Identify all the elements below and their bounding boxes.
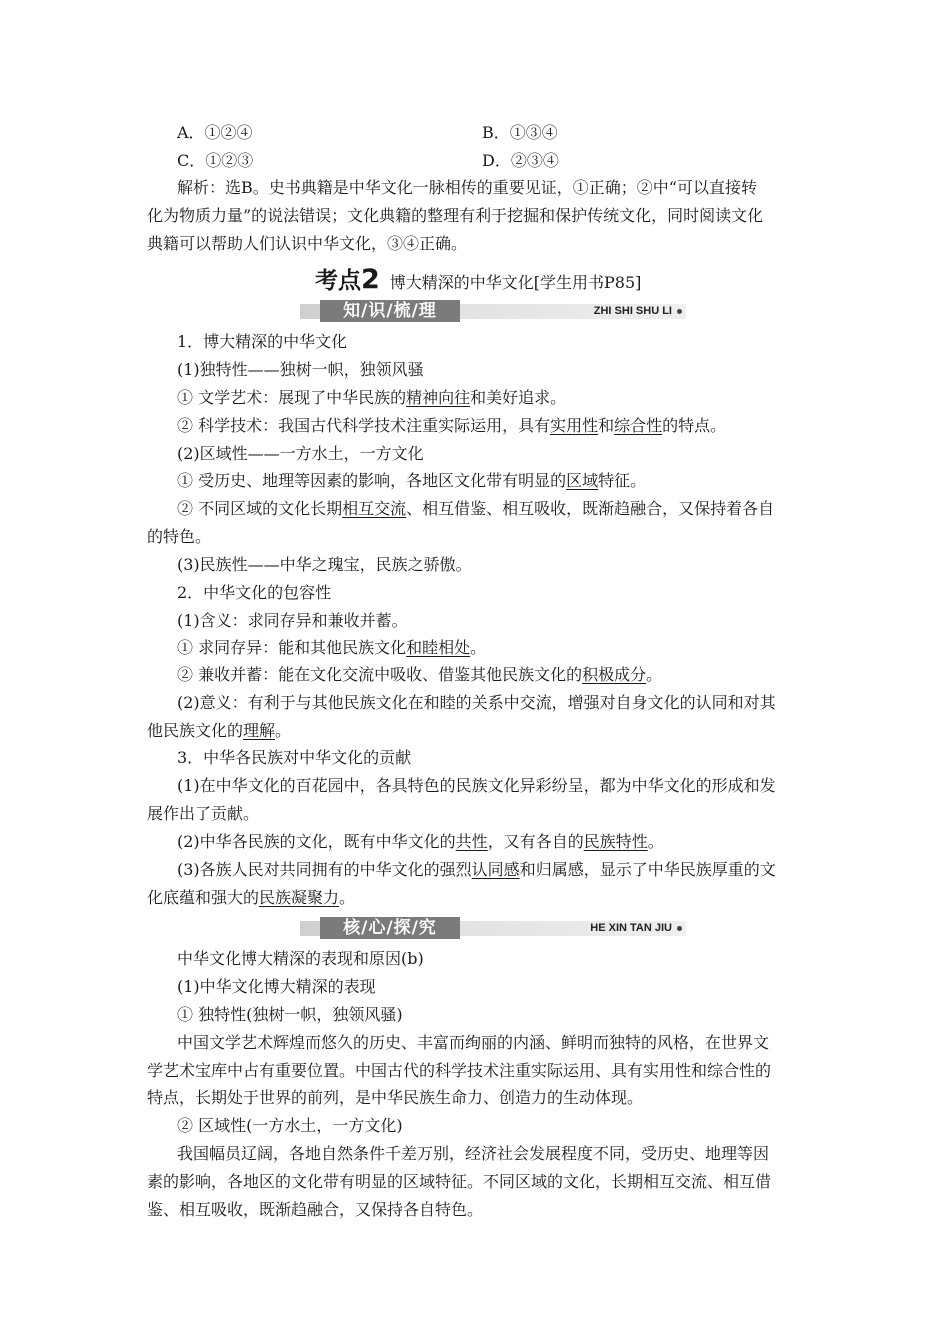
analysis-line: 典籍可以帮助人们认识中华文化，③④正确。 [147, 234, 468, 253]
option-b: B．①③④ [482, 123, 558, 142]
knowledge-heading: 1．博大精深的中华文化 [177, 332, 348, 351]
banner-label: 知/识/梳/理 [320, 300, 460, 322]
explore-line: 我国幅员辽阔，各地自然条件千差万别，经济社会发展程度不同，受历史、地理等因 [177, 1144, 770, 1163]
knowledge-heading: 2．中华文化的包容性 [177, 583, 332, 602]
section-banner-knowledge [300, 300, 686, 322]
key-term: 认同感 [471, 860, 520, 879]
kaodian-number: 2 [361, 264, 380, 295]
knowledge-line: (1)独特性——独树一帜，独领风骚 [177, 360, 424, 379]
option-d: D．②③④ [482, 151, 559, 170]
key-term: 和睦相处 [406, 638, 471, 657]
key-term: 共性 [455, 832, 488, 851]
explore-line: 素的影响，各地区的文化带有明显的区域特征。不同区域的文化，长期相互交流、相互借 [147, 1172, 772, 1191]
explore-line: 学艺术宝库中占有重要位置。中国古代的科学技术注重实际运用、具有实用性和综合性的 [147, 1061, 772, 1080]
section-banner-explore [300, 917, 686, 939]
key-term: 积极成分 [582, 665, 647, 684]
kaodian-title: 博大精深的中华文化[学生用书P85] [389, 273, 642, 292]
knowledge-line: 的特色。 [147, 527, 212, 546]
knowledge-heading: 3．中华各民族对中华文化的贡献 [177, 748, 412, 767]
knowledge-line: (1)含义：求同存异和兼收并蓄。 [177, 611, 408, 630]
key-term: 实用性 [550, 416, 599, 435]
knowledge-line: 他民族文化的理解。 [147, 721, 292, 740]
knowledge-line: ② 兼收并蓄：能在文化交流中吸收、借鉴其他民族文化的积极成分。 [177, 665, 663, 684]
explore-line: ① 独特性(独树一帜，独领风骚) [177, 1005, 403, 1024]
knowledge-line: ① 求同存异：能和其他民族文化和睦相处。 [177, 638, 487, 657]
explore-line: 特点，长期处于世界的前列，是中华民族生命力、创造力的生动体现。 [147, 1088, 644, 1107]
bullet-dot-icon [677, 309, 682, 314]
analysis-line: 解析：选B。史书典籍是中华文化一脉相传的重要见证，①正确；②中“可以直接转 [177, 178, 757, 197]
explore-line: (1)中华文化博大精深的表现 [177, 977, 376, 996]
key-term: 民族凝聚力 [259, 888, 340, 907]
option-a: A．①②④ [177, 123, 253, 142]
option-c: C．①②③ [177, 151, 254, 170]
explore-line: 中国文学艺术辉煌而悠久的历史、丰富而绚丽的内涵、鲜明而独特的风格，在世界文 [177, 1033, 770, 1052]
key-term: 相互交流 [342, 499, 407, 518]
banner-pinyin: HE XIN TAN JIU [590, 922, 672, 934]
explore-heading: 中华文化博大精深的表现和原因(b) [177, 949, 424, 968]
key-term: 精神向往 [406, 388, 471, 407]
kaodian-label: 考点 [315, 268, 361, 294]
knowledge-line: (1)在中华文化的百花园中，各具特色的民族文化异彩纷呈，都为中华文化的形成和发 [177, 776, 776, 795]
explore-line: 鉴、相互吸收，既渐趋融合，又保持各自特色。 [147, 1200, 484, 1219]
knowledge-line: ② 不同区域的文化长期相互交流、相互借鉴、相互吸收，既渐趋融合，又保持着各自 [177, 499, 775, 518]
knowledge-line: (2)意义：有利于与其他民族文化在和睦的关系中交流，增强对自身文化的认同和对其 [177, 693, 776, 712]
knowledge-line: ① 文学艺术：展现了中华民族的精神向往和美好追求。 [177, 388, 567, 407]
section-heading [315, 262, 642, 295]
banner-label: 核/心/探/究 [320, 917, 460, 939]
knowledge-line: (3)民族性——中华之瑰宝，民族之骄傲。 [177, 555, 472, 574]
key-term: 区域 [566, 471, 599, 490]
knowledge-line: (2)区域性——一方水土，一方文化 [177, 444, 424, 463]
knowledge-line: 化底蕴和强大的民族凝聚力。 [147, 888, 356, 907]
knowledge-line: 展作出了贡献。 [147, 804, 260, 823]
analysis-line: 化为物质力量”的说法错误；文化典籍的整理有利于挖掘和保护传统文化，同时阅读文化 [147, 206, 764, 225]
explore-line: ② 区域性(一方水土，一方文化) [177, 1116, 403, 1135]
knowledge-line: ① 受历史、地理等因素的影响，各地区文化带有明显的区域特征。 [177, 471, 647, 490]
banner-pinyin: ZHI SHI SHU LI [593, 305, 672, 317]
knowledge-line: (3)各族人民对共同拥有的中华文化的强烈认同感和归属感，显示了中华民族厚重的文 [177, 860, 776, 879]
knowledge-line: ② 科学技术：我国古代科学技术注重实际运用，具有实用性和综合性的特点。 [177, 416, 727, 435]
bullet-dot-icon [677, 926, 682, 931]
key-term: 民族特性 [583, 832, 648, 851]
key-term: 综合性 [614, 416, 663, 435]
knowledge-line: (2)中华各民族的文化，既有中华文化的共性，又有各自的民族特性。 [177, 832, 664, 851]
key-term: 理解 [243, 721, 276, 740]
